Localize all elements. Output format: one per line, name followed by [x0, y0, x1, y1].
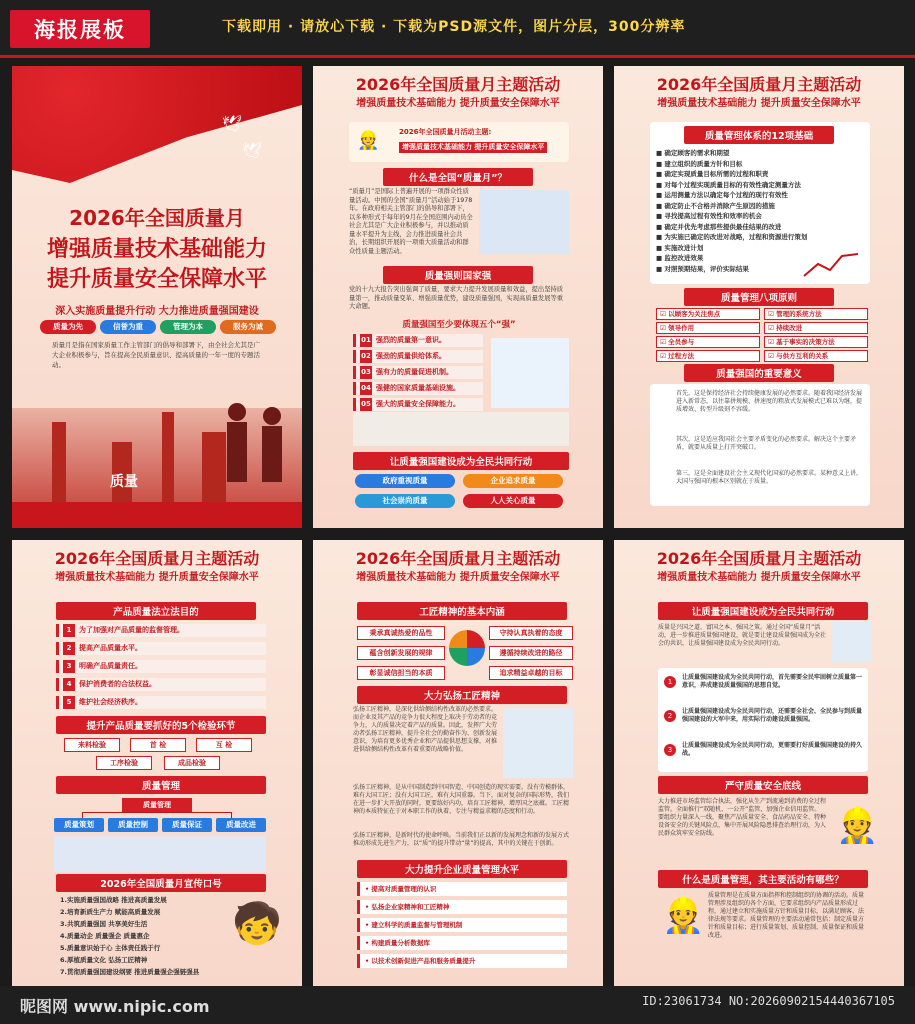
- workers-illustration: [503, 708, 573, 778]
- section-8-principles: 质量管理八项原则: [684, 288, 834, 306]
- section-what-is: 什么是全国“质量月”？: [383, 168, 533, 186]
- qc-illustration: [479, 190, 569, 254]
- theme-label: 2026年全国质量月活动主题:: [399, 128, 492, 136]
- poster-action: [614, 540, 904, 986]
- dove-icon: 🕊: [242, 141, 263, 160]
- purpose-item: 5 维护社会经济秩序。: [56, 696, 266, 709]
- poster-activity: [313, 66, 603, 528]
- theme-text: 增强质量技术基础能力 提升质量安全保障水平: [399, 142, 547, 153]
- tagline: 下载即用 · 请放心下载 · 下载为PSD源文件，图片分层，300分辨率: [222, 19, 686, 35]
- core-right: 追求精益卓越的目标: [489, 666, 573, 680]
- basic-item: ■ 确定顾客的需求和期望: [656, 149, 730, 157]
- check-item: 工序检验: [96, 756, 152, 770]
- quality-logo-text: 质量: [110, 474, 138, 490]
- mgmt-level-list: [357, 882, 567, 972]
- theme-card: [349, 122, 569, 162]
- section-all-action: 让质量强国建设成为全民共同行动: [353, 452, 569, 470]
- mgmt-illustrations: [54, 836, 266, 872]
- center-circle-icon: [449, 630, 485, 666]
- action-society: 社会崇尚质量: [355, 494, 455, 508]
- core-right: 遵循持续改进的路径: [489, 646, 573, 660]
- mgmt-level-item: • 以技术创新促进产品和服务质量提升: [357, 954, 567, 968]
- poster-craftsman: [313, 540, 603, 986]
- mgmt-plan: 质量策划: [54, 818, 104, 832]
- action-gov: 政府重视质量: [355, 474, 455, 488]
- slogan-item: 1.实施质量强国战略 推进高质量发展: [60, 896, 167, 904]
- image-id: ID:23061734 NO:20260902154440367105: [642, 994, 895, 1008]
- site-logo[interactable]: 海报展板: [10, 10, 150, 48]
- red-footer-band: [12, 502, 302, 528]
- core-right: 守持认真执着的态度: [489, 626, 573, 640]
- promote-p1: 弘扬工匠精神，是深化供给侧结构性改革的必然要求。而企业及其产品的竞争力很大程度上取决于劳动者的竞争力，人的质量决定着产品的质量。因此，发挥广大劳动者弘扬工匠精神，提升全社会的勤奋作为、创新发展意识，为培育更多优秀企业和产品提供思想支撑，对推进供给侧结构性改革有着重要的战略价值。: [353, 706, 498, 753]
- panel-title: 2026年全国质量月主题活动: [355, 75, 561, 94]
- tag-service: 服务为诚: [220, 320, 276, 334]
- principle-item: ☑ 过程方法: [656, 350, 760, 362]
- basic-item: ■ 确定实现质量目标所需的过程和职责: [656, 170, 769, 178]
- significance-point-3: 第三，这是全面建设社会主义现代化国家的必然要求。某种意义上讲，大国与强国的根本区别就在于质量。: [676, 470, 863, 485]
- principle-item: ☑ 以顾客为关注焦点: [656, 308, 760, 320]
- dove-icon: 🕊: [222, 114, 243, 133]
- slogan-item: 7.贯彻质量强国建设纲要 推进质量强企强链强县: [60, 968, 200, 976]
- principle-item: ☑ 与供方互利的关系: [764, 350, 868, 362]
- action-people: 人人关心质量: [463, 494, 563, 508]
- cover-slogan-2: 提升质量安全保障水平: [46, 267, 267, 292]
- building-illustration: [832, 622, 872, 662]
- poster-law: [12, 540, 302, 986]
- strong-item: 01 强烈的质量第一意识。: [353, 334, 483, 347]
- basic-item: ■ 确定防止不合格并消除产生原因的措施: [656, 201, 775, 210]
- section-law-purpose: 产品质量法立法目的: [56, 602, 256, 620]
- basic-item: ■ 建立组织的质量方针和目标: [656, 159, 743, 168]
- step-num: 3: [664, 744, 676, 756]
- strong-item: 02 强劲的质量供给体系。: [353, 350, 483, 363]
- section-all-action: 让质量强国建设成为全民共同行动: [658, 602, 868, 620]
- section-quality-mgmt: 质量管理: [56, 776, 266, 794]
- step-num: 1: [664, 676, 676, 688]
- purpose-item: 4 保护消费者的合法权益。: [56, 678, 266, 691]
- mgmt-improve: 质量改进: [216, 818, 266, 832]
- promote-p2: 弘扬工匠精神，是从中国制造到中国智造、中国创造的现实需要。没有劳模群体，难有大国工匠；没有大国工匠，难有大国重器。当下，面对复杂的国际形势，我们在进一步扩大开放的同时，更要练好内功，培育工匠精神，增厚国之底蕴。工匠精神的本质特征在于对本职工作的执着、专注与精益求精的态度和行动。: [353, 784, 570, 815]
- red-flag: [12, 66, 302, 196]
- five-strong-heading: 质量强国至少要体现五个“强”: [402, 320, 516, 330]
- mgmt-control: 质量控制: [108, 818, 158, 832]
- slogan-item: 4.质量动企 质量强企 质量惠企: [60, 932, 150, 940]
- principle-item: ☑ 管理的系统方法: [764, 308, 868, 320]
- what-is-text: “质量月”是国际上普遍开展的一项群众性质量活动。中国的全国“质量月”活动始于1978年。在政府相关主管部门的倡导和部署下，以多种形式于每年的9月在全国范围内动员全社会尤其是广大企业积极参与，并以推动质量水平提升为主线，会力推进质量社会共治，长期组织开展的一项重大质量活动和群众性质量主题活动。: [349, 188, 473, 255]
- mgmt-level-item: • 弘扬企业家精神和工匠精神: [357, 900, 567, 914]
- section-5-checks: 提升产品质量要抓好的5个检验环节: [56, 716, 266, 734]
- slogan-item: 6.厚植质量文化 弘扬工匠精神: [60, 956, 148, 964]
- safety-worker-icon: 👷: [836, 806, 879, 846]
- panel-title: 2026年全国质量月主题活动: [656, 549, 862, 568]
- core-left: 秉承真诚热爱的品性: [357, 626, 445, 640]
- basic-item: ■ 对照预期结果，评价实际结果: [656, 264, 749, 273]
- principle-item: ☑ 持续改进: [764, 322, 868, 334]
- workers-silhouette: [12, 382, 302, 502]
- tag-quality: 质量为先: [40, 320, 96, 334]
- significance-point-1: 首先，这是保持经济社会持续健康发展的必然要求。随着我国经济发展进入新常态，以往靠拼规模、拼速度的粗放式发展模式已难以为继，提质增效、转型升级刻不容缓。: [676, 390, 863, 413]
- strong-item: 05 强大的质量安全保障能力。: [353, 398, 483, 411]
- mgmt-root: 质量管理: [122, 798, 192, 812]
- qm-text: 质量管理是在质量方面指挥和控制组织的协调的活动。质量管理涉及组织的各个方面，它要求组织内产品质量形成过程，通过建立和实施质量方针和质量目标，以满足顾客、法律法规等要求。质量管理的主要活动通常包括：制定质量方针和质量目标；进行质量策划、质量控制、质量保证和质量改进。: [708, 892, 865, 939]
- principles-grid: [656, 308, 870, 366]
- safety-text: 大力推进市场监管综合执法，强化从生产到流通到消费的全过程监管。全面推行“双随机、一公开”监管，加强企业信用监管。要组织力量深入一线，聚焦产品质量安全、食品药品安全、特种设备安全的关键风险点，集中开展风险隐患排查治理行动，为人民群众筑牢安全防线。: [658, 798, 827, 837]
- section-quality-strong: 质量强则国家强: [383, 266, 533, 284]
- purpose-item: 1 为了加强对产品质量的监督管理。: [56, 624, 266, 637]
- panel-title: 2026年全国质量月主题活动: [355, 549, 561, 568]
- section-significance: 质量强国的重要意义: [684, 364, 834, 382]
- panel-subtitle: 增强质量技术基础能力 提升质量安全保障水平: [55, 572, 259, 583]
- section-safety: 严守质量安全底线: [658, 776, 868, 794]
- section-12-basics: 质量管理体系的12项基础: [684, 126, 834, 144]
- panel-title: 2026年全国质量月主题活动: [656, 75, 862, 94]
- mgmt-level-item: • 提高对质量管理的认识: [357, 882, 567, 896]
- section-craftsman-core: 工匠精神的基本内涵: [357, 602, 567, 620]
- check-item: 成品检验: [164, 756, 220, 770]
- step-num: 2: [664, 710, 676, 722]
- panel-subtitle: 增强质量技术基础能力 提升质量安全保障水平: [356, 98, 560, 109]
- step-3: 让质量强国建设成为全民共同行动，更需要打好质量强国建设的持久战。: [682, 742, 863, 757]
- significance-point-2: 其次，这是适应我国社会主要矛盾变化的必然要求。解决这个主要矛盾，就要从质量上打开突破口。: [676, 436, 857, 451]
- panel-title: 2026年全国质量月主题活动: [54, 549, 260, 568]
- boy-icon: 🧒: [232, 901, 282, 947]
- step-1: 让质量强国建设成为全民共同行动，首先需要全民牢固树立质量第一意识，养成建设质量强国的思想自觉。: [682, 674, 863, 689]
- strong-item: 04 强健的国家质量基础设施。: [353, 382, 483, 395]
- panel-subtitle: 增强质量技术基础能力 提升质量安全保障水平: [657, 572, 861, 583]
- basic-item: ■ 寻找提高过程有效性和效率的机会: [656, 212, 762, 220]
- purpose-item: 2 提高产品质量水平。: [56, 642, 266, 655]
- tag-credit: 信誉为重: [100, 320, 156, 334]
- section-promote: 大力弘扬工匠精神: [357, 686, 567, 704]
- check-item: 来料检验: [64, 738, 120, 752]
- poster-system: [614, 66, 904, 528]
- worker-icon: 👷: [357, 130, 380, 151]
- slogan-item: 3.共筑质量强国 共享美好生活: [60, 920, 148, 928]
- purpose-item: 3 明确产品质量责任。: [56, 660, 266, 673]
- cover-slogan-1: 增强质量技术基础能力: [46, 237, 267, 262]
- mgmt-level-item: • 构建质量分析数据库: [357, 936, 567, 950]
- section-slogans: 2026年全国质量月宣传口号: [56, 874, 266, 892]
- slogan-item: 5.质量意识始于心 主体责任践于行: [60, 944, 161, 952]
- promote-p3: 弘扬工匠精神，是新时代的使命呼唤。当前我们正以新的发展理念和新的发展方式推动形成先进生产力，以“质”的提升带动“量”的提高，其中的关键在于创新。: [353, 832, 570, 847]
- slogan-item: 2.培育新质生产力 赋能高质量发展: [60, 908, 161, 916]
- basic-item: ■ 实施改进计划: [656, 243, 704, 252]
- slogans-list: [60, 894, 220, 978]
- poster-cover: [12, 66, 302, 528]
- panel-subtitle: 增强质量技术基础能力 提升质量安全保障水平: [356, 572, 560, 583]
- core-left: 蕴含创新发展的规律: [357, 646, 445, 660]
- principle-item: ☑ 全员参与: [656, 336, 760, 348]
- cover-year-title: 2026年全国质量月: [69, 206, 245, 230]
- quality-strong-text: 党的十九大报告突出强调了质量，要求大力提升发展质量和效益，提出坚持质量第一，推动质量变革、增强质量优势，建设质量强国，实现高质量发展等重大命题。: [349, 286, 564, 310]
- strong-illustration: [491, 338, 569, 408]
- core-left: 彰显诚信担当的本质: [357, 666, 445, 680]
- cover-desc: 质量月是指在国家质量工作主管部门的倡导和部署下，由全社会尤其是广大企业积极参与，旨在提高全民质量意识、提高质量的一年一度的专题活动。: [52, 341, 260, 369]
- chart-icon: [802, 250, 862, 280]
- basic-item: ■ 监控改进效果: [656, 254, 704, 262]
- action-company: 企业追求质量: [463, 474, 563, 488]
- helmet-worker-icon: 👷: [662, 896, 705, 936]
- principle-item: ☑ 基于事实的决策方法: [764, 336, 868, 348]
- basic-item: ■ 为实施已确定的改进对战略，过程和资源进行策划: [656, 233, 808, 241]
- check-item: 首 检: [130, 738, 186, 752]
- mgmt-assure: 质量保证: [162, 818, 212, 832]
- panel-subtitle: 增强质量技术基础能力 提升质量安全保障水平: [657, 98, 861, 109]
- section-what-qm: 什么是质量管理，其主要活动有哪些？: [658, 870, 868, 888]
- principle-item: ☑ 领导作用: [656, 322, 760, 334]
- cover-sub: 深入实施质量提升行动 大力推进质量强国建设: [55, 306, 259, 317]
- tag-management: 管理为本: [160, 320, 216, 334]
- section-mgmt-level: 大力提升企业质量管理水平: [357, 860, 567, 878]
- site-watermark: 昵图网 www.nipic.com: [20, 997, 210, 1016]
- step-2: 让质量强国建设成为全民共同行动，还需要全社会、全民参与到质量强国建设的大军中来，用实际行动建设质量强国。: [682, 708, 863, 723]
- icons-strip: [353, 412, 569, 446]
- action-intro: 质量是兴国之道、富国之本、强国之策。通过全国“质量月”活动，进一步推进质量强国建设，就是要让建设质量强国成为全社会的共识，让质量强国建设成为全民共同行动。: [658, 624, 827, 647]
- check-item: 互 检: [196, 738, 252, 752]
- strong-item: 03 强有力的质量促进机制。: [353, 366, 483, 379]
- basic-item: ■ 对每个过程实现质量目标的有效性确定测量方法: [656, 180, 801, 189]
- mgmt-level-item: • 建立科学的质量监督与管理机制: [357, 918, 567, 932]
- top-bar: [0, 0, 915, 58]
- basic-item: ■ 确定并优先考虑那些提供最佳结果的改进: [656, 222, 782, 231]
- basic-item: ■ 运用测量方法以确定每个过程的现行有效性: [656, 191, 788, 199]
